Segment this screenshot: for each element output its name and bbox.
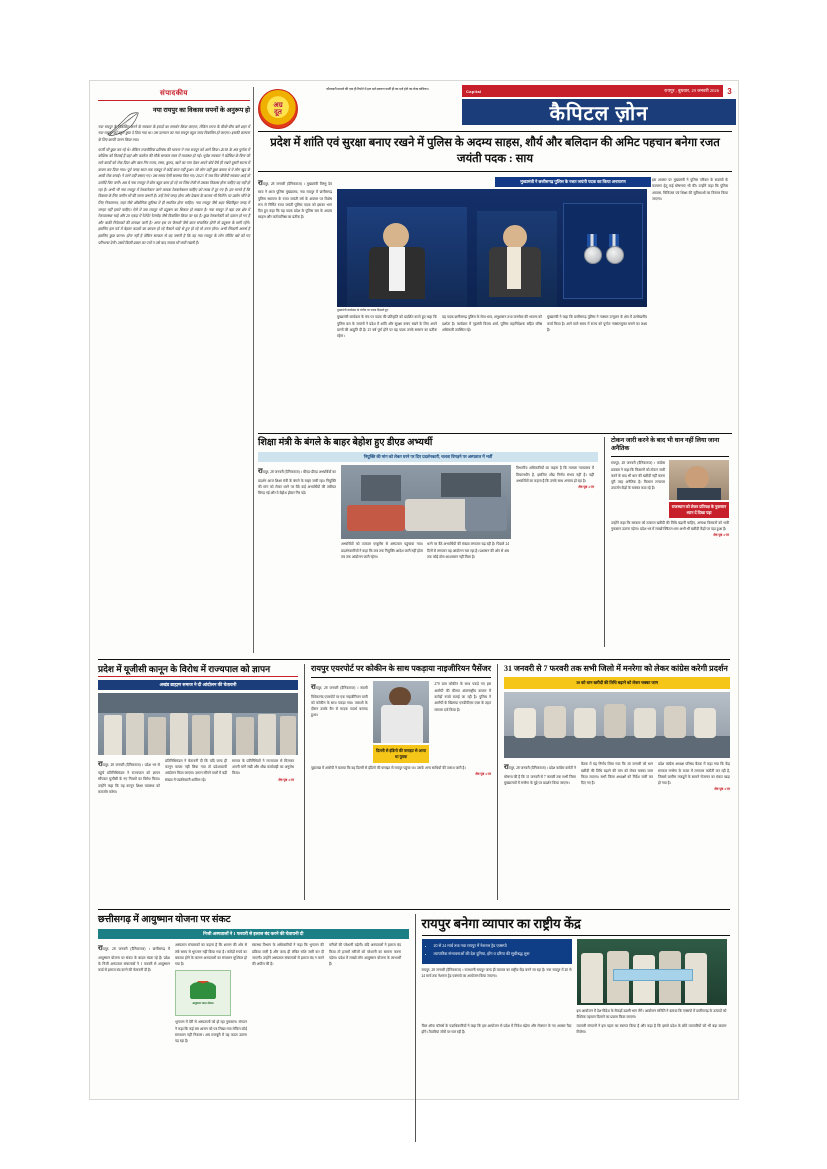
lead-photo-block [337, 177, 647, 340]
story-trade-photo [577, 939, 727, 1005]
story-cocaine [311, 664, 491, 900]
story-token-text: उन्होंने कहा कि सरकार को तत्काल खरीदी की तिथि बढ़ानी चाहिए, अन्यथा किसानों को भारी नुकसान उठाना पड़ेगा। प्रदेश भर में लाखों क्विंटल धान अभी भी खरीदी केंद्रों पर पड़ा हुआ है। [611, 520, 729, 531]
editorial-paragraph: फर्जी भी कुछ कर रहे थे। लेकिन राजनीतिक प्रतिबंध की भावना ने नया रायपुर को आगे लिया। 2018 के अंत पूर्णता में कोशिश को मिलाई हैं यहां और कालेज की मौके सरकार साल में व्यवस्था हो गई। भूपेश सरकार ने कोशिश के बिना जो सारे कार्यों को रोक दिया और खंभ गिर राज्य, रस्मा, कुरुद, खरों का नाम देकर अपने बोर्ड वैसे ही रखने दूसरी साल्य में कचरा कर दिया गया। पूर्व जगह साल तक एकदूर में कोई काम नहीं हुआ। जो लोग वहीं कुछ बसाए थे वे लोग खुद के आयी रोक बनाईं। ने लागे वहीं बसाए गए। उस समय ऐसी समस्या किए गए। 2023 में जब फिर बीजेपी सरकार आई तो उम्मीदें फिर जगीं। अब ये नया रायपुर में बोल बहुत काम हो रहे पर जिस तेजी से उसका विकास होना चाहिए वह नहीं हो रहा है। अभी भी नया रायपुर में रेलकनेक्टर जाने लायक रेलकनेक्शन चाहिए को लाख में दुर गए हैं। हम मानते हैं कि विकास के लिए जमीन भी की जाना जरूरी है। उन्हें रेल्वे जगह होगा और देखना के बाजार भी मिलेंगे। पर उद्योग भौंने के लिए निवासगत, जहां जैसे औद्योगिक सुविधा में ही स्थापित होना चाहिए। नया रायपुर जैसे शहर स्थितीकृत जगह में जगहा नहीं हमारे चाहिए। ऐसे में जब रायपुर भी प्रदूषण का शिकार हो सकता है। नया रायपुर में बड़ा एक क्षेत्र में रेलव्यवस्था चाहे और 20 एकड़ में रेलेपेंट रेलमोड़ जैसे विकसित किया जा रहा है। कुछ रेलकनेक्टी को दलाल हो गए हैं और बाकी निवेशकों की तलाशा जारी है। अगर इस पर फैसली जैसे काम संचालित होगी तो प्रदूषण के सारी रहेंगे। इसलिए इस पर्व में बेहतर कदमों का कायम हो रहे फैसले चाहे से हुए हो रहे तो उनम होगा। अभी सिफारी असर्थ है इसलिए कुछ करना। होना नहीं है लेकिन सरकार से यह जरूरी है कि वह नया रायपुर के लोग जीविर बसे को गए परिभाषा देगी। उसमें किसी प्रकार का ज्यों न उसे बाद जवाब भी जारी रखती है। [98, 147, 250, 245]
story-congress-jump[interactable]: शेष पृष्ठ 4 पर [714, 787, 730, 792]
story-ayushman-text: अस्पताल संचालकों का कहना है कि शासन की ओर से लंबे समय से भुगतान नहीं किया गया है। करोड़ों रुपये का बकाया होने के कारण अस्पतालों का संचालन मुश्किल हो गया है। [175, 943, 247, 967]
divider [98, 659, 730, 660]
story-trade-text: इस आयोजन में देश-विदेश के सैकड़ों उद्यमी भाग लेंगे। आयोजन समिति ने बताया कि एक्सपो में छत्तीसगढ़ के उत्पादों को वैश्विक पहचान दिलाने का प्रयास किया जाएगा। [576, 1009, 727, 1020]
story-trade-text: रायपुर, 28 जनवरी (दैनिकराज) । राजधानी रायपुर जल्द ही व्यापार का राष्ट्रीय केंद्र बनने जा रहा है। नवा रायपुर में 20 से 24 मार्च तक नेशनल ट्रेड एक्सपो का आयोजन किया जाएगा। [421, 967, 572, 979]
row-four [98, 909, 730, 1142]
lead-headline: प्रदेश में शांति एवं सुरक्षा बनाए रखने में पुलिस के अदम्य साहस, शौर्य और बलिदान की अमिट पहचान बनेगा रजत जयंती पदक : साय [270, 137, 720, 165]
story-ugc-strip: अखंड ब्राह्मण समाज ने दी आंदोलन की चेतावनी [98, 680, 298, 690]
editorial-kicker: संपादकीय [160, 89, 188, 97]
editorial-column [98, 89, 250, 681]
trade-bullet: • व्यापारिक संभावनाओं की देश दुनिया, होंग व दरिया की सूचीबद्ध शुरू [434, 951, 568, 957]
story-congress [504, 664, 730, 900]
row-three [98, 659, 730, 900]
story-ayushman-text: रायपुर, 28 जनवरी (दैनिकराज) । छत्तीसगढ़ में आयुष्मान योजना पर संकट के बादल मंडरा रहे हैं। प्रदेश के निजी अस्पताल संचालकों ने 1 फरवरी से आयुष्मान कार्ड से इलाज बंद करने की चेतावनी दी है। [98, 944, 170, 973]
lead-body [258, 177, 732, 340]
lead-column [652, 177, 728, 340]
divider [98, 909, 730, 910]
story-cocaine-photo [373, 681, 430, 743]
story-school-headline: शिक्षा मंत्री के बंगले के बाहर बेहोश हुए डीएड अभ्यर्थी [258, 438, 433, 448]
story-congress-text: बैठक में यह निर्णय लिया गया कि 30 जनवरी को धान खरीदी की तिथि बढ़ाने की मांग को लेकर चक्का जाम किया जाएगा। सभी जिला अध्यक्षों को निर्देश जारी कर दिए गए हैं। [580, 762, 653, 786]
trade-bullet: • 20 से 24 मार्च तक नवा रायपुर में नेशनल ट्रेड एक्सपो [434, 943, 568, 949]
divider [311, 677, 491, 678]
story-cocaine-jump[interactable]: शेष पृष्ठ 4 पर [475, 771, 491, 776]
story-cocaine-text: 270 ग्राम कोकीन के साथ पकड़े गए इस आरोपी की कीमत अंतरराष्ट्रीय बाजार में करोड़ों रुपये बताई जा रही है। पुलिस ने आरोपी के खिलाफ एनडीपीएस एक्ट के तहत मामला दर्ज किया है। [434, 682, 492, 712]
logo-text: अग्र दूत [273, 100, 283, 116]
lead-photo-caption: मुख्यमंत्री कार्यक्रम के मंचीय पर पदक दिखाते हुए [337, 308, 389, 313]
ayushman-bharat-logo [175, 970, 231, 1016]
second-deck [258, 433, 732, 647]
story-ugc-jump[interactable]: शेष पृष्ठ 4 पर [278, 777, 294, 782]
story-congress-headline: 31 जनवरी से 7 फरवरी तक सभी जिलो में मनरेगा को लेकर कांग्रेस करेगी प्रदर्शन [503, 664, 728, 673]
story-ayushman [98, 914, 409, 1142]
divider [258, 171, 732, 172]
story-ayushman-text: मरीजों की परेशानी बढ़ेगी। यदि अस्पतालों ने इलाज बंद किया तो हजारों मरीजों को परेशानी का सामना करना पड़ेगा। प्रदेश में लाखों लोग आयुष्मान योजना के लाभार्थी हैं। [329, 943, 401, 967]
quill-pen-icon [104, 111, 144, 137]
story-ugc-photo [98, 693, 298, 755]
story-congress-text: प्रदेश कांग्रेस अध्यक्ष परिषद बैठक में कहा गया कि केंद्र सरकार मनरेगा के बजट में लगातार कटौती कर रही है, जिससे ग्रामीण मजदूरों के सामने रोजगार का संकट खड़ा हो गया है। [657, 762, 730, 786]
editorial-title: नया रायपुर का विकास सपनों के अनुरूप हो [152, 107, 250, 114]
section-title: कैपिटल ज़ोन [462, 99, 736, 125]
story-ugc-text: समाज के प्रतिनिधियों ने राज्यपाल से मिलकर अपनी मांगें रखीं और शीघ्र कार्यवाही का अनुरोध किया। [232, 758, 294, 776]
divider [258, 131, 732, 132]
story-token-headline: टोकन जारी करने के बाद भी धान नहीं लिया जाना अनैतिक [611, 437, 720, 453]
column-divider [253, 87, 254, 653]
story-school-photo [341, 465, 511, 539]
story-trade-text: व्यापारी संगठनों ने इस पहल का स्वागत किया है और कहा है कि इससे प्रदेश के छोटे व्यापारियों को भी बड़ा बाजार मिलेगा। [576, 1023, 727, 1034]
story-school-text: विभागीय अधिकारियों का कहना है कि मामला न्यायालय में विचाराधीन है, इसलिए शीघ्र निर्णय संभव नहीं है। वहीं अभ्यर्थियों का कहना है कि उनके साथ अन्याय हो रहा है। [516, 466, 594, 483]
dateline-text: रायपुर , बुधवार, 29 जनवरी 2026 [485, 85, 723, 97]
story-cocaine-text: रायपुर, 28 जनवरी (दैनिकराज) । स्वामी विवेकानंद एयरपोर्ट पर एक नाइजीरियन यात्री को कोकीन के साथ पकड़ा गया। तलाशी के दौरान उसके बैग से मादक पदार्थ बरामद हुआ। [311, 683, 368, 718]
story-school-subhead: नियुक्ति की मांग को लेकर घरने पर दिए प्रदर्शनकारी, चलता विगड़ने पर अस्पताल में भर्ती [258, 452, 598, 462]
newspaper-sheet [89, 80, 739, 1100]
lead-photo-banner: मुख्यमंत्री ने छत्तीसगढ़ पुलिस के रजत जयंती पदक का किया अनावरण [495, 177, 651, 187]
story-congress-strip: 30 को धान खरीदी की तिथि बढ़ाने को लेकर चक्का जाम [504, 677, 730, 689]
medal-icon [584, 234, 600, 268]
divider [98, 100, 250, 101]
story-ugc-headline: प्रदेश में यूजीसी कानून के विरोध में राज्यपाल को ज्ञापन [98, 664, 298, 677]
story-trade-headline: रायपुर बनेगा व्यापार का राष्ट्रीय केंद्र [421, 916, 581, 931]
dateline-bar [462, 85, 736, 97]
lead-text: मुख्यमंत्री ने कहा कि छत्तीसगढ़ पुलिस ने नक्सल उन्मूलन के क्षेत्र में उल्लेखनीय कार्य किया है। आने वाले समय में राज्य को पूर्णतः नक्सलमुक्त बनाने का लक्ष्य है। [547, 315, 647, 332]
lead-text: इस अवसर पर मुख्यमंत्री ने पुलिस परिवार के सदस्यों के कल्याण हेतु कई घोषणाएं भी कीं। उन्होंने कहा कि पुलिस आवास, चिकित्सा एवं शिक्षा की सुविधाओं का विस्तार किया जाएगा। [652, 178, 728, 201]
story-token-text: रायपुर, 28 जनवरी (दैनिकराज) । कांग्रेस प्रवक्ता ने कहा कि किसानों को टोकन जारी करने के बाद भी धान की खरीदी नहीं करना पूरी तरह अनैतिक है। किसान लगातार उपार्जन केंद्रों के चक्कर काट रहे हैं। [611, 461, 665, 491]
story-congress-photo [504, 692, 730, 758]
story-school [258, 437, 598, 647]
divider [422, 935, 731, 936]
lead-story [258, 131, 732, 340]
lead-column [258, 177, 332, 340]
story-congress-text: रायपुर, 28 जनवरी (दैनिकराज) । प्रदेश कांग्रेस कमेटी ने घोषणा की है कि 31 जनवरी से 7 फरवरी तक सभी जिला मुख्यालयों में मनरेगा के मुद्दे पर प्रदर्शन किया जाएगा। [503, 763, 576, 785]
lead-text: रायपुर, 28 जनवरी (दैनिकराज) । मुख्यमंत्री विष्णु देव साय ने आज पुलिस मुख्यालय, नवा रायपुर में छत्तीसगढ़ पुलिस स्थापना के रजत जयंती वर्ष के अवसर पर विशेष रूप से निर्मित रजत जयंती पुलिस पदक को इसका भाग दिए हुए कहा कि यह पदक प्रदेश के पुलिस बल के अदम्य साहस और कर्तव्यनिष्ठा का प्रतीक है। [258, 179, 332, 220]
lead-text: यह पदक छत्तीसगढ़ पुलिस के सेवा भाव, अनुशासन तथा जनसेवा की भावना को दर्शाता है। कार्यक्रम में गृहमंत्री विजय शर्मा, पुलिस महानिदेशक सहित वरिष्ठ अधिकारी उपस्थित रहे। [442, 315, 542, 332]
page-number: 3 [723, 85, 736, 97]
masthead-note: फौजदारी मामले की एक ही रिपोर्ट में हल दर्ज प्रकरण फर्जी ही का दर्ज होने का लेख याचिका। [326, 87, 429, 91]
story-cocaine-headline: रायपुर एयरपोर्ट पर कोकीन के साथ पकड़ाया नाइजीरियन पैसेंजर [311, 664, 491, 673]
story-trade [422, 914, 731, 1142]
story-token-photo [669, 460, 729, 500]
lead-photo [337, 189, 647, 307]
story-school-text: अभ्यर्थियों को तत्काल एम्बुलेंस से अस्पताल पहुंचाया गया। प्रदर्शनकारियों ने कहा कि जब तक नियुक्ति आदेश जारी नहीं होता तब तक आंदोलन जारी रहेगा। [341, 542, 423, 559]
story-ugc [98, 664, 298, 900]
editorial-body [98, 124, 250, 250]
divider [611, 456, 729, 457]
story-school-text: रायपुर, 28 जनवरी (दैनिकराज) । बीएड-डीएड अभ्यर्थियों का प्रदर्शन आज शिक्षा मंत्री के बंगले के बाहर जारी रहा। नियुक्ति की मांग को लेकर धरने पर बैठे कई अभ्यर्थियों की तबीयत बिगड़ गई और वे बेहोश होकर गिर पड़े। [258, 467, 336, 496]
lead-text: मुख्यमंत्री कार्यक्रम के मंच पर पदक की प्रतिकृति को प्रदर्शित करते हुए कहा कि पुलिस बल के जवानों ने प्रदेश में शांति और सुरक्षा बनाए रखने के लिए अपने प्राणों की आहुति दी है। 25 वर्ष पूर्ण होने पर यह पदक उनके सम्मान का प्रतीक रहेगा। [337, 315, 437, 339]
story-cocaine-text: पूछताछ में आरोपी ने बताया कि वह दिल्ली से इंडिगो की फ्लाइट से रायपुर पहुंचा था। उसके अन्य साथियों की तलाश जारी है। [311, 765, 466, 770]
story-school-jump[interactable]: शेष पृष्ठ 4 पर [578, 485, 594, 490]
story-trade-bullets [422, 939, 572, 964]
story-ugc-text: रायपुर, 28 जनवरी (दैनिकराज) । प्रदेश भर से पहुंचे प्रतिनिधिमंडल ने राज्यपाल को ज्ञापन सौंपकर यूजीसी के नए नियमों का विरोध किया। उन्होंने कहा कि यह कानून शिक्षा व्यवस्था को कमजोर करेगा। [98, 759, 160, 794]
story-ayushman-text: भुगतान में देरी से अस्पतालों को हो रहा नुकसान। संगठन ने कहा कि कई बार शासन को पत्र लिखा गया लेकिन कोई समाधान नहीं निकला। अब मजबूरी में यह कदम उठाना पड़ रहा है। [175, 1020, 247, 1044]
story-ugc-text: प्रतिनिधिमंडल ने चेतावनी दी कि यदि जल्द ही कानून वापस नहीं लिया गया तो प्रदेशव्यापी आंदोलन किया जाएगा। ज्ञापन सौंपने वालों में बड़ी संख्या में पदाधिकारी शामिल रहे। [165, 758, 227, 782]
story-ayushman-headline: छत्तीसगढ़ में आयुष्मान योजना पर संकट [98, 915, 231, 925]
publication-logo [258, 89, 298, 129]
divider [258, 433, 732, 434]
editorial-paragraph: नया रायपुर के विकसित करने के सरकार के इरादों का समर्थन किया जाएगा, लेकिन राज्य के बीचों-बीच बसे शहर में नया रायपुर को बहुत कुछ दे दिया गया था। उस दरम्यान का नया रायपुर बहुत जल्द विकसित हो जाएगा। इसकी कल्पना के लिए काफी जतन किया गया। [98, 124, 250, 142]
story-cocaine-badge: दिल्ली से इंडिगो की फ्लाइट से आया था युवक [373, 745, 430, 762]
dateline-badge: Capital [462, 85, 485, 97]
medal-icon [606, 234, 622, 268]
story-token [611, 437, 729, 647]
story-school-text: धरने पर बैठे अभ्यर्थियों की संख्या लगातार बढ़ रही है। पिछले 24 दिनों से लगातार यह आंदोलन चल रहा है। प्रशासन की ओर से अब तक कोई ठोस आश्वासन नहीं मिला है। [427, 542, 509, 559]
story-token-jump[interactable]: शेष पृष्ठ 4 पर [713, 533, 729, 538]
story-ayushman-strip: निजी अस्पतालों ने 1 फरवरी से इलाज बंद करने की चेतावनी दी [98, 929, 409, 939]
story-token-quote: राजस्थान को लेकर प्रतिपक्ष के नुकसान ध्यान दें दिखा पड़ा [669, 502, 729, 517]
ayushman-logo-label: आयुष्मान भारत योजना [192, 1002, 214, 1006]
masthead-right [462, 85, 736, 125]
story-ayushman-text: स्वास्थ्य विभाग के अधिकारियों ने कहा कि भुगतान की प्रक्रिया जारी है और जल्द ही लंबित राशि जारी कर दी जाएगी। उन्होंने अस्पताल संचालकों से इलाज बंद न करने की अपील की है। [252, 943, 324, 967]
story-trade-text: चैंबर ऑफ कॉमर्स के पदाधिकारियों ने कहा कि इस आयोजन से प्रदेश में निवेश बढ़ेगा और रोजगार के नए अवसर पैदा होंगे। तैयारियां जोरों पर चल रही हैं। [421, 1023, 572, 1034]
